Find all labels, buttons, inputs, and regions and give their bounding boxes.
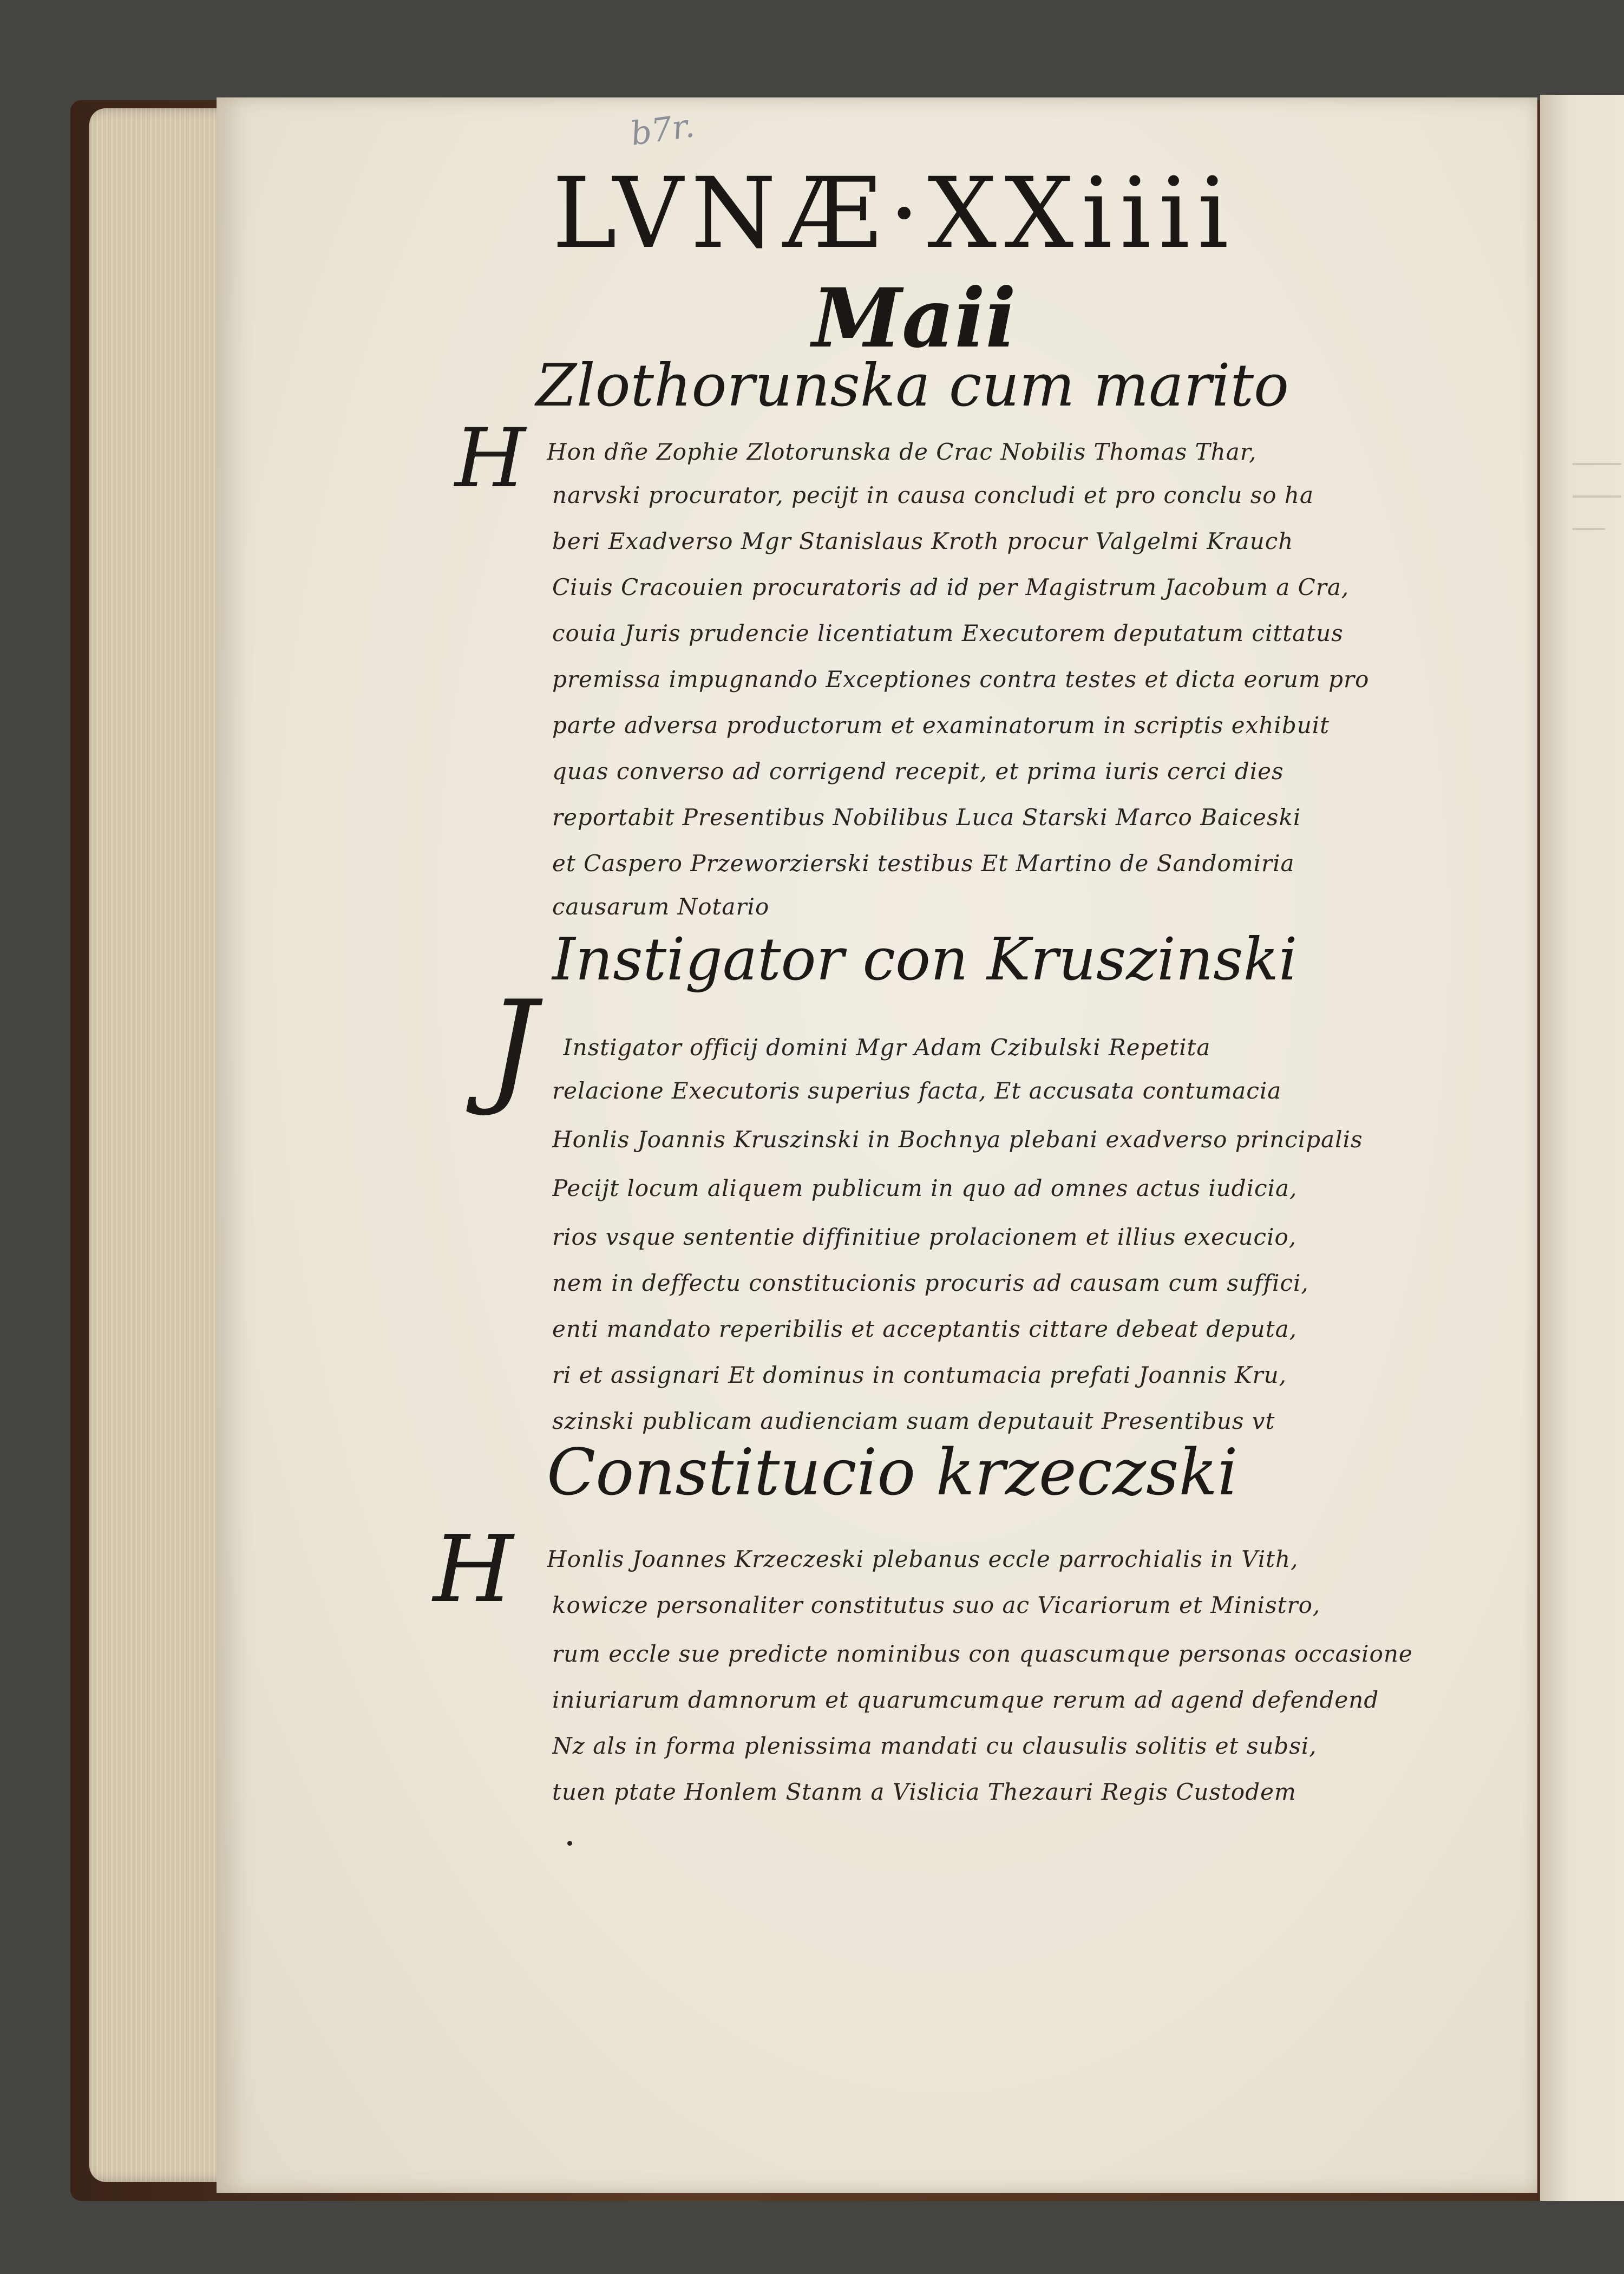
- text-line: enti mandato reperibilis et acceptantis cittare debeat deputa,: [552, 1316, 1298, 1342]
- page-edges: [89, 108, 230, 2182]
- text-line: rum eccle sue predicte nominibus con quascumque personas occasione: [552, 1641, 1413, 1667]
- entry-title: Constitucio krzeczski: [547, 1435, 1238, 1510]
- text-line: tuen ptate Honlem Stanm a Vislicia Thezauri Regis Custodem: [552, 1779, 1296, 1805]
- text-line: iniuriarum damnorum et quarumcumque rerum ad agend defendend: [552, 1687, 1379, 1713]
- page-heading: LVNÆ·XXiiii: [552, 157, 1236, 270]
- text-line: beri Exadverso Mgr Stanislaus Kroth procur Valgelmi Krauch: [552, 528, 1294, 554]
- text-line: narvski procurator, pecijt in causa concludi et pro conclu so ha: [552, 482, 1314, 508]
- text-line: Nz als in forma plenissima mandati cu clausulis solitis et subsi,: [552, 1733, 1317, 1759]
- text-line: parte adversa productorum et examinatorum in scriptis exhibuit: [552, 712, 1330, 739]
- entry-title: Instigator con Kruszinski: [552, 926, 1298, 994]
- ink-mark: [567, 1841, 572, 1846]
- entry-title: Zlothorunska cum marito: [536, 352, 1289, 420]
- text-line: szinski publicam audienciam suam deputauit Presentibus vt: [552, 1408, 1275, 1434]
- text-line: relacione Executoris superius facta, Et accusata contumacia: [552, 1077, 1282, 1104]
- facing-page-edge: [1540, 95, 1624, 2201]
- text-line: et Caspero Przeworzierski testibus Et Martino de Sandomiria: [552, 850, 1295, 877]
- text-line: kowicze personaliter constitutus suo ac Vicariorum et Ministro,: [552, 1592, 1321, 1618]
- text-line: causarum Notario: [552, 893, 770, 920]
- text-line: quas converso ad corrigend recepit, et prima iuris cerci dies: [552, 758, 1284, 785]
- text-line: nem in deffectu constitucionis procuris ad causam cum suffici,: [552, 1270, 1309, 1296]
- text-line: Ciuis Cracouien procuratoris ad id per Magistrum Jacobum a Cra,: [552, 574, 1350, 600]
- text-line: reportabit Presentibus Nobilibus Luca Starski Marco Baiceski: [552, 804, 1301, 831]
- initial-capital: J: [487, 975, 538, 1119]
- text-line: premissa impugnando Exceptiones contra testes et dicta eorum pro: [552, 666, 1370, 692]
- text-line: couia Juris prudencie licentiatum Executorem deputatum cittatus: [552, 620, 1344, 646]
- text-line: Pecijt locum aliquem publicum in quo ad omnes actus iudicia,: [552, 1175, 1298, 1201]
- text-line: ri et assignari Et dominus in contumacia prefati Joannis Kru,: [552, 1362, 1287, 1388]
- text-line: rios vsque sententie diffinitiue prolacionem et illius execucio,: [552, 1224, 1297, 1250]
- text-line: Hon dñe Zophie Zlotorunska de Crac Nobilis Thomas Thar,: [547, 439, 1257, 465]
- initial-capital: H: [433, 1516, 514, 1623]
- text-line: Instigator officij domini Mgr Adam Czibulski Repetita: [563, 1034, 1211, 1061]
- page-heading-month: Maii: [812, 271, 1017, 366]
- initial-capital: H: [455, 411, 526, 506]
- folio-number: b7r.: [628, 107, 697, 153]
- text-line: Honlis Joannis Kruszinski in Bochnya plebani exadverso principalis: [552, 1126, 1363, 1153]
- text-line: Honlis Joannes Krzeczeski plebanus eccle parrochialis in Vith,: [547, 1546, 1299, 1572]
